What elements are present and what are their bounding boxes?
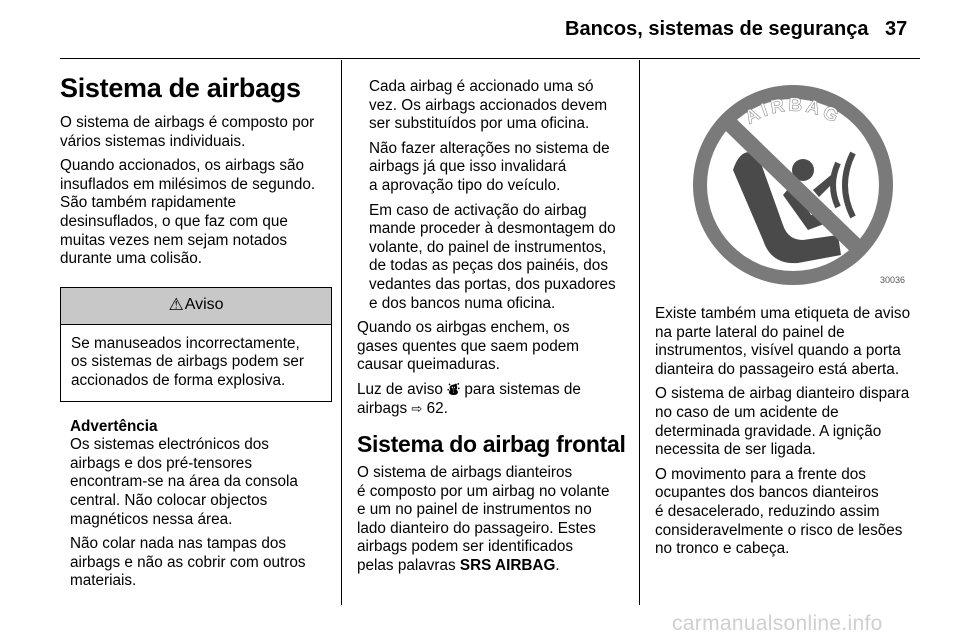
text-run: . [555, 557, 560, 575]
header-divider [60, 58, 920, 59]
section-heading-frontal-airbag: Sistema do airbag frontal [357, 431, 626, 458]
page-number: 37 [885, 18, 908, 40]
column-3 [655, 305, 927, 565]
paragraph: O sistema de airbag dianteiro dispara no caso de um acidente de determinada gravidade. A ignição necessita de ser ligada. [655, 385, 910, 459]
page-header-title: Bancos, sistemas de segurança [565, 18, 869, 40]
note-title: Advertência [70, 417, 158, 435]
watermark: carmanualsonline.info [672, 612, 883, 635]
warning-triangle-icon: ⚠ [168, 295, 184, 315]
srs-airbag-label: SRS AIRBAG [459, 557, 556, 575]
warning-box [60, 287, 332, 402]
column-2 [357, 78, 629, 582]
warning-header [61, 288, 331, 325]
airbag-warning-light-icon: ⛇ [447, 381, 461, 397]
note-paragraph: Os sistemas electrónicos dos airbags e dos pré-tensores encontram-se na área da consola central. Não colocar objectos magnéticos nessa área. [70, 436, 298, 528]
paragraph: Existe também uma etiqueta de aviso na parte lateral do painel de instrumentos, visível quando a porta dianteira do passageiro está aberta. [655, 305, 911, 378]
text-run: Luz de aviso [357, 380, 448, 398]
page-reference: 62. [426, 399, 448, 417]
section-heading-airbags: Sistema de airbags [60, 73, 301, 103]
figure-number: 30036 [880, 275, 906, 285]
note-block [60, 418, 332, 591]
column-1 [60, 72, 332, 597]
list-item: Não fazer alterações no sistema de airbags já que isso invalidará a aprovação tipo do veículo. [369, 139, 610, 194]
list-item: Em caso de activação do airbag mande proceder à desmontagem do volante, do painel de instrumentos, de todas as peças dos painéis, dos vedantes das portas, dos puxadores e dos bancos numa oficina. [369, 201, 616, 312]
column-divider-1 [341, 60, 342, 605]
text-run: O sistema de airbags dianteiros é composto por um airbag no volante e um no painel de instrumentos no lado dianteiro do passageiro. Estes airbags podem ser identificados pelas palavras [357, 464, 610, 575]
paragraph [357, 464, 629, 576]
list-item: Cada airbag é accionado uma só vez. Os airbags accionados devem ser substituídos por uma oficina. [369, 78, 608, 133]
paragraph: Quando os airbgas enchem, os gases quentes que saem podem causar queimaduras. [357, 319, 579, 374]
warning-title: Aviso [184, 296, 224, 314]
warning-body: Se manuseados incorrectamente, os sistemas de airbags podem ser accionados de forma explosiva. [71, 334, 304, 389]
text-run: para sistemas de airbags [357, 380, 581, 417]
airbag-label: AIRBAG [741, 94, 845, 129]
column-divider-2 [639, 60, 640, 605]
paragraph-warning-light [357, 381, 629, 418]
paragraph: Quando accionados, os airbags são insuflados em milésimos de segundo. São também rapidamente desinsuflados, o que faz com que muitas vezes nem sejam notados durante uma colisão. [60, 157, 316, 268]
paragraph: O sistema de airbags é composto por vários sistemas individuais. [60, 114, 315, 150]
note-paragraph: Não colar nada nas tampas dos airbags e não as cobrir com outros materiais. [70, 535, 306, 590]
page-reference-icon: ⇨ [411, 400, 423, 416]
airbag-prohibition-figure [663, 75, 923, 295]
paragraph: O movimento para a frente dos ocupantes dos bancos dianteiros é desacelerado, reduzindo assim consideravelmente o risco de lesões no tronco e cabeça. [655, 465, 903, 558]
